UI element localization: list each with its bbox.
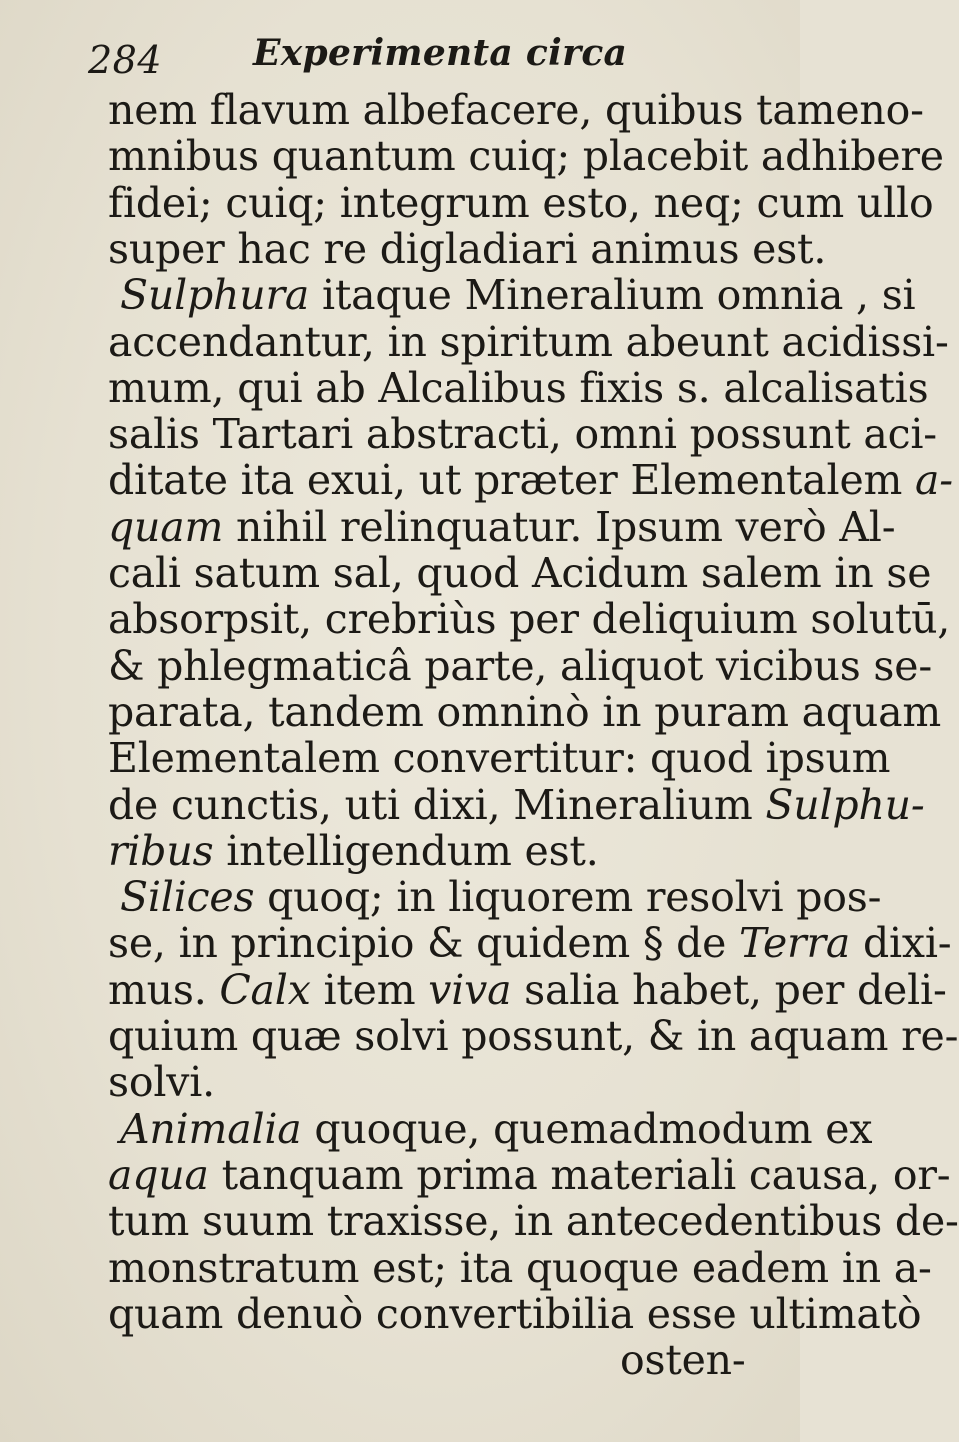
text-run: tanquam prima materiali causa, or- [208,1150,951,1199]
text-run: super hac re digladiari animus est. [108,224,827,273]
text-line [108,130,944,182]
text-line [108,593,951,645]
text-line [108,1288,922,1340]
italic-run: Calx [219,965,311,1014]
text-line [108,1195,959,1247]
text-run: dixi- [850,919,952,968]
text-run: & phlegmaticâ parte, aliquot vicibus se- [108,641,932,690]
text-run: mum, qui ab Alcalibus fixis s. alcalisatis [108,363,929,412]
text-run: nihil relinquatur. Ipsum verò Al- [223,502,896,551]
text-line [108,964,947,1016]
text-line [120,871,882,923]
italic-run: aqua [108,1150,209,1199]
text-line [108,1010,959,1062]
text-line [108,825,792,877]
text-line [108,362,929,414]
text-run: salis Tartari abstracti, omni possunt aci- [108,410,937,459]
text-line [108,454,953,506]
text-run: intelligendum est. [213,826,599,875]
italic-run: Terra [739,919,851,968]
text-line [108,177,934,229]
text-run: parata, tandem omninò in puram aquam [108,687,942,736]
text-run: absorpsit, crebriùs per deliquium solutū, [108,595,951,644]
text-line [108,732,891,784]
text-run: mus. [108,965,220,1014]
text-line [620,1334,790,1386]
text-run: salia habet, per deli- [511,965,947,1014]
italic-run: Animalia [120,1104,302,1153]
text-run: quium quæ solvi possunt, & in aquam re- [108,1012,959,1060]
text-line [108,1056,792,1108]
text-line [108,686,942,738]
text-run: Elementalem convertitur: quod ipsum [108,734,891,783]
text-run: monstratum est; ita quoque eadem in a- [108,1243,932,1292]
text-run: nem flavum albefacere, quibus tameno- [108,86,924,134]
text-run: de cunctis, uti dixi, Mineralium [108,780,766,829]
text-line [108,1149,951,1201]
text-run: quam denuò convertibilia esse ultimatò [108,1289,922,1338]
page-number: 284 [88,38,163,82]
text-line [108,316,949,368]
text-run: solvi. [108,1058,215,1107]
running-head: Experimenta circa [253,32,628,74]
text-run: itaque Mineralium omnia , si [309,271,916,320]
text-run: fidei; cuiq; integrum esto, neq; cum ullo [108,178,934,227]
italic-run: Sulphura [120,271,310,320]
italic-run: Sulphu- [765,780,925,829]
text-run: quoq; in liquorem resolvi pos- [254,873,882,922]
text-run: item [310,965,429,1014]
text-run: quoque, quemadmodum ex [301,1104,873,1153]
text-line [108,640,932,692]
text-line [108,84,924,136]
text-line [108,779,925,831]
text-run: osten- [620,1336,746,1385]
italic-run: viva [428,965,512,1014]
text-line [108,917,952,969]
italic-run: a- [915,456,953,505]
text-line [120,269,916,321]
text-line [108,223,827,275]
text-run: ditate ita exui, ut præter Elementalem [108,456,916,505]
text-line [108,547,932,599]
text-line [120,1103,873,1155]
text-line [108,408,937,460]
text-run: cali satum sal, quod Acidum salem in se [108,549,932,597]
italic-run: quam [108,502,224,551]
text-run: se, in principio & quidem § de [108,919,740,968]
text-line [108,501,896,553]
italic-run: Silices [120,873,255,922]
text-run: tum suum traxisse, in antecedentibus de- [108,1197,959,1246]
page-header [0,30,800,80]
text-run: accendantur, in spiritum abeunt acidissi- [108,317,949,366]
text-run: mnibus quantum cuiq; placebit adhibere [108,132,944,181]
text-line [108,1242,932,1294]
italic-run: ribus [108,826,214,875]
